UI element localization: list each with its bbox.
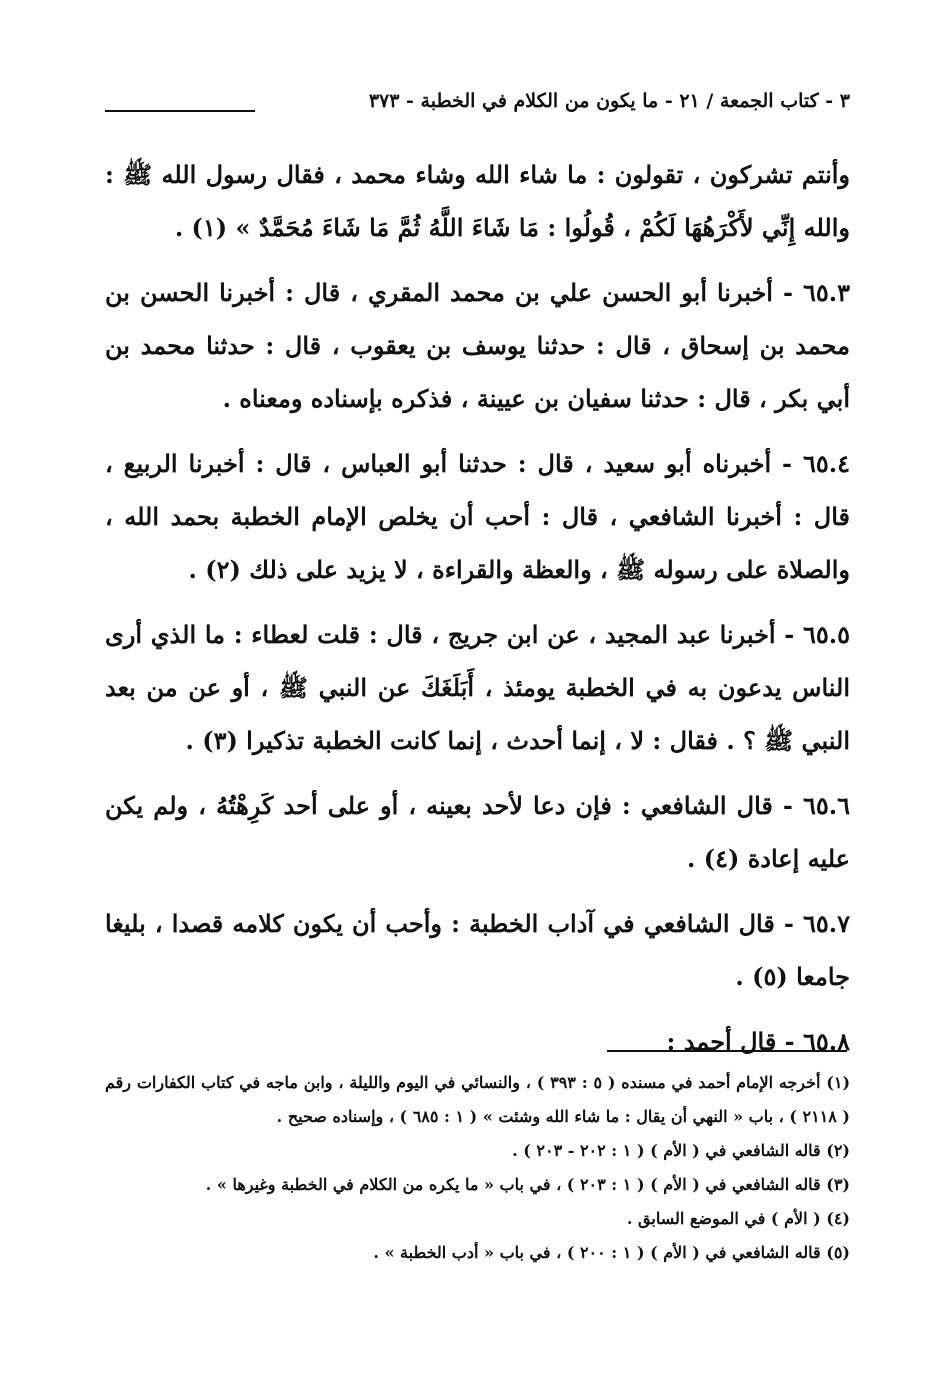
main-text <box>105 148 850 1080</box>
paragraph-65-6: ٦٥.٦ - قال الشافعي : فإن دعا لأحد بعينه ، أو على أحد كَرِهْتُهُ ، ولم يكن عليه إعادة (٤) . <box>105 791 850 873</box>
footnote-3: (٣) قاله الشافعي في ( الأم ) ( ١ : ٢٠٣ ) ، في باب « ما يكره من الكلام في الخطبة وغيرها » . <box>205 1175 850 1194</box>
paragraph-65-3: ٦٥.٣ - أخبرنا أبو الحسن علي بن محمد المقري ، قال : أخبرنا الحسن بن محمد بن إسحاق ، قال : حدثنا يوسف بن يعقوب ، قال : حدثنا محمد بن أبي بكر ، قال : حدثنا سفيان بن عيينة ، فذكره بإسناده ومعناه . <box>105 278 850 413</box>
paragraph-continuation: وأنتم تشركون ، تقولون : ما شاء الله وشاء محمد ، فقال رسول الله ﷺ : والله إِنِّي لأَكْرَهُهَا لَكُمْ ، قُولُوا : مَا شَاءَ اللَّهُ ثُمَّ مَا شَاءَ مُحَمَّدٌ » (١) . <box>105 160 851 242</box>
running-header <box>105 86 850 116</box>
footnote-4: (٤) ( الأم ) في الموضع السابق . <box>626 1209 850 1228</box>
footnote-1: (١) أخرجه الإمام أحمد في مسنده ( ٥ : ٣٩٣ ) ، والنسائي في اليوم والليلة ، وابن ماجه في كتاب الكفارات رقم ( ٢١١٨ ) ، باب « النهي أن يقال : ما شاء الله وشئت » ( ١ : ٦٨٥ ) ، وإسناده صحيح . <box>105 1073 851 1126</box>
footnote-5: (٥) قاله الشافعي في ( الأم ) ( ١ : ٢٠٠ ) ، في باب « أدب الخطبة » . <box>373 1243 850 1262</box>
footnote-separator <box>607 1050 847 1052</box>
paragraph-65-4: ٦٥.٤ - أخبرناه أبو سعيد ، قال : حدثنا أبو العباس ، قال : أخبرنا الربيع ، قال : أخبرنا الشافعي ، قال : أحب أن يخلص الإمام الخطبة بحمد الله ، والصلاة على رسوله ﷺ ، والعظة والقراءة ، لا يزيد على ذلك (٢) . <box>105 449 850 584</box>
paragraph-65-7: ٦٥.٧ - قال الشافعي في آداب الخطبة : وأحب أن يكون كلامه قصدا ، بليغا جامعا (٥) . <box>105 909 850 991</box>
footnote-2: (٢) قاله الشافعي في ( الأم ) ( ١ : ٢٠٢ - ٢٠٣ ) . <box>512 1141 850 1160</box>
footnotes <box>105 1066 850 1270</box>
paragraph-65-5: ٦٥.٥ - أخبرنا عبد المجيد ، عن ابن جريج ، قال : قلت لعطاء : ما الذي أرى الناس يدعون به في الخطبة يومئذ ، أَبَلَغَكَ عن النبي ﷺ ، أو عن من بعد النبي ﷺ ؟ . فقال : لا ، إنما أحدث ، إنما كانت الخطبة تذكيرا (٣) . <box>105 620 850 755</box>
header-rule <box>105 110 255 112</box>
paragraph-65-8: ٦٥.٨ - قال أحمد : <box>666 1027 850 1056</box>
running-title: ٣ - كتاب الجمعة / ٢١ - ما يكون من الكلام في الخطبة - ٣٧٣ <box>368 90 850 112</box>
